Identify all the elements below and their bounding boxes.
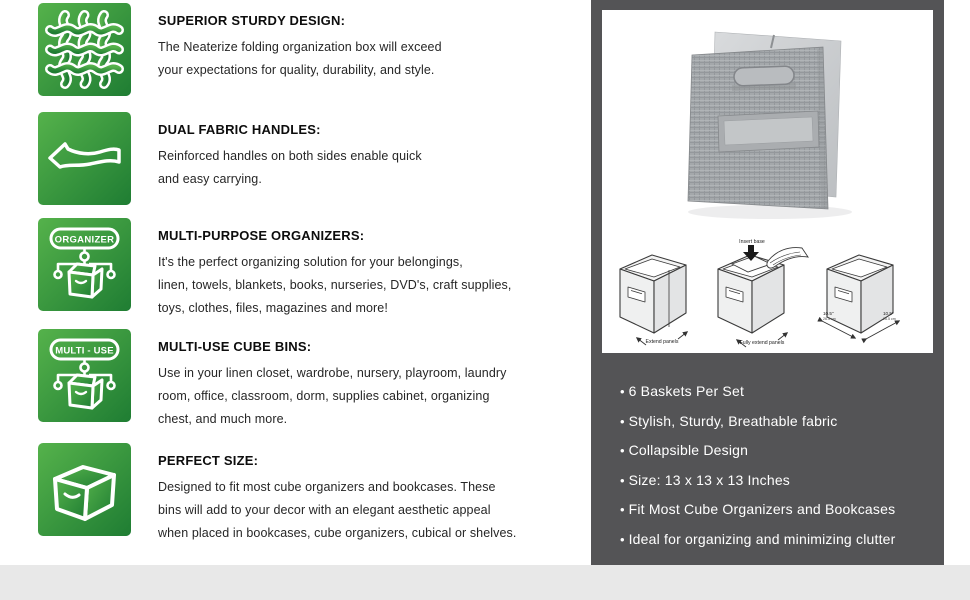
fabric-handle xyxy=(734,66,795,86)
footer-strip xyxy=(0,565,970,600)
bullet-item: • Size: 13 x 13 x 13 Inches xyxy=(620,466,932,496)
feature-line: and easy carrying. xyxy=(158,172,262,186)
feature-line: bins will add to your decor with an elegant aesthetic appeal xyxy=(158,503,491,517)
product-card xyxy=(602,10,933,353)
organizer-box-icon xyxy=(38,218,131,311)
feature-text xyxy=(158,3,442,82)
cube-icon xyxy=(38,443,131,536)
feature-line: linen, towels, blankets, books, nurseries, DVD's, craft supplies, xyxy=(158,278,512,292)
dimension-label: 26.5 cm xyxy=(823,317,836,321)
feature-line: It's the perfect organizing solution for your belongings, xyxy=(158,255,463,269)
handle-icon xyxy=(38,112,131,205)
feature-section-perfect-size xyxy=(38,443,516,545)
feature-text xyxy=(158,218,511,320)
bullet-item: • Stylish, Sturdy, Breathable fabric xyxy=(620,407,932,437)
feature-line: toys, clothes, files, magazines and more! xyxy=(158,301,388,315)
feature-line: chest, and much more. xyxy=(158,412,288,426)
assembly-diagrams xyxy=(620,239,899,347)
multi-use-badge-label: MULTI - USE xyxy=(55,345,114,357)
product-photo xyxy=(688,32,852,219)
feature-section-fabric-handles xyxy=(38,112,422,205)
feature-line: The Neaterize folding organization box will exceed xyxy=(158,40,442,54)
feature-section-multi-use xyxy=(38,329,507,431)
dimension-label: 10.5" xyxy=(883,311,894,316)
product-bullet-list xyxy=(620,377,932,554)
feature-text xyxy=(158,112,422,191)
feature-title: MULTI-USE CUBE BINS: xyxy=(158,339,312,354)
feature-text xyxy=(158,329,507,431)
diagram-caption: Extend panels xyxy=(645,339,679,345)
feature-line: your expectations for quality, durability, and style. xyxy=(158,63,435,77)
bullet-item: • Fit Most Cube Organizers and Bookcases xyxy=(620,495,932,525)
organizer-badge-label: ORGANIZER xyxy=(54,234,115,246)
diagram-step-1 xyxy=(620,255,687,345)
product-image xyxy=(602,10,933,353)
multi-use-box-icon xyxy=(38,329,131,422)
bullet-item: • Collapsible Design xyxy=(620,436,932,466)
dimension-label: 10.5" xyxy=(823,311,834,316)
diagram-step-2 xyxy=(718,239,808,347)
weave-icon xyxy=(38,3,131,96)
diagram-step-3 xyxy=(822,255,899,339)
bullet-item: • 6 Baskets Per Set xyxy=(620,377,932,407)
feature-title: MULTI-PURPOSE ORGANIZERS: xyxy=(158,228,365,243)
product-panel xyxy=(591,0,944,581)
bullet-item: • Ideal for organizing and minimizing clutter xyxy=(620,525,932,555)
dimension-label: 26.5 cm xyxy=(883,317,896,321)
feature-title: DUAL FABRIC HANDLES: xyxy=(158,122,321,137)
feature-line: Designed to fit most cube organizers and bookcases. These xyxy=(158,480,496,494)
feature-section-multi-purpose xyxy=(38,218,511,320)
feature-line: Reinforced handles on both sides enable quick xyxy=(158,149,422,163)
feature-section-sturdy-design xyxy=(38,3,442,96)
feature-line: when placed in bookcases, cube organizers, cubical or shelves. xyxy=(158,526,517,540)
feature-text xyxy=(158,443,516,545)
feature-title: PERFECT SIZE: xyxy=(158,453,259,468)
diagram-caption: Fully extend panels xyxy=(739,340,785,346)
diagram-caption: Insert base xyxy=(739,239,765,245)
feature-line: room, office, classroom, dorm, supplies cabinet, organizing xyxy=(158,389,490,403)
feature-line: Use in your linen closet, wardrobe, nursery, playroom, laundry xyxy=(158,366,507,380)
feature-list xyxy=(38,0,586,565)
feature-title: SUPERIOR STURDY DESIGN: xyxy=(158,13,346,28)
